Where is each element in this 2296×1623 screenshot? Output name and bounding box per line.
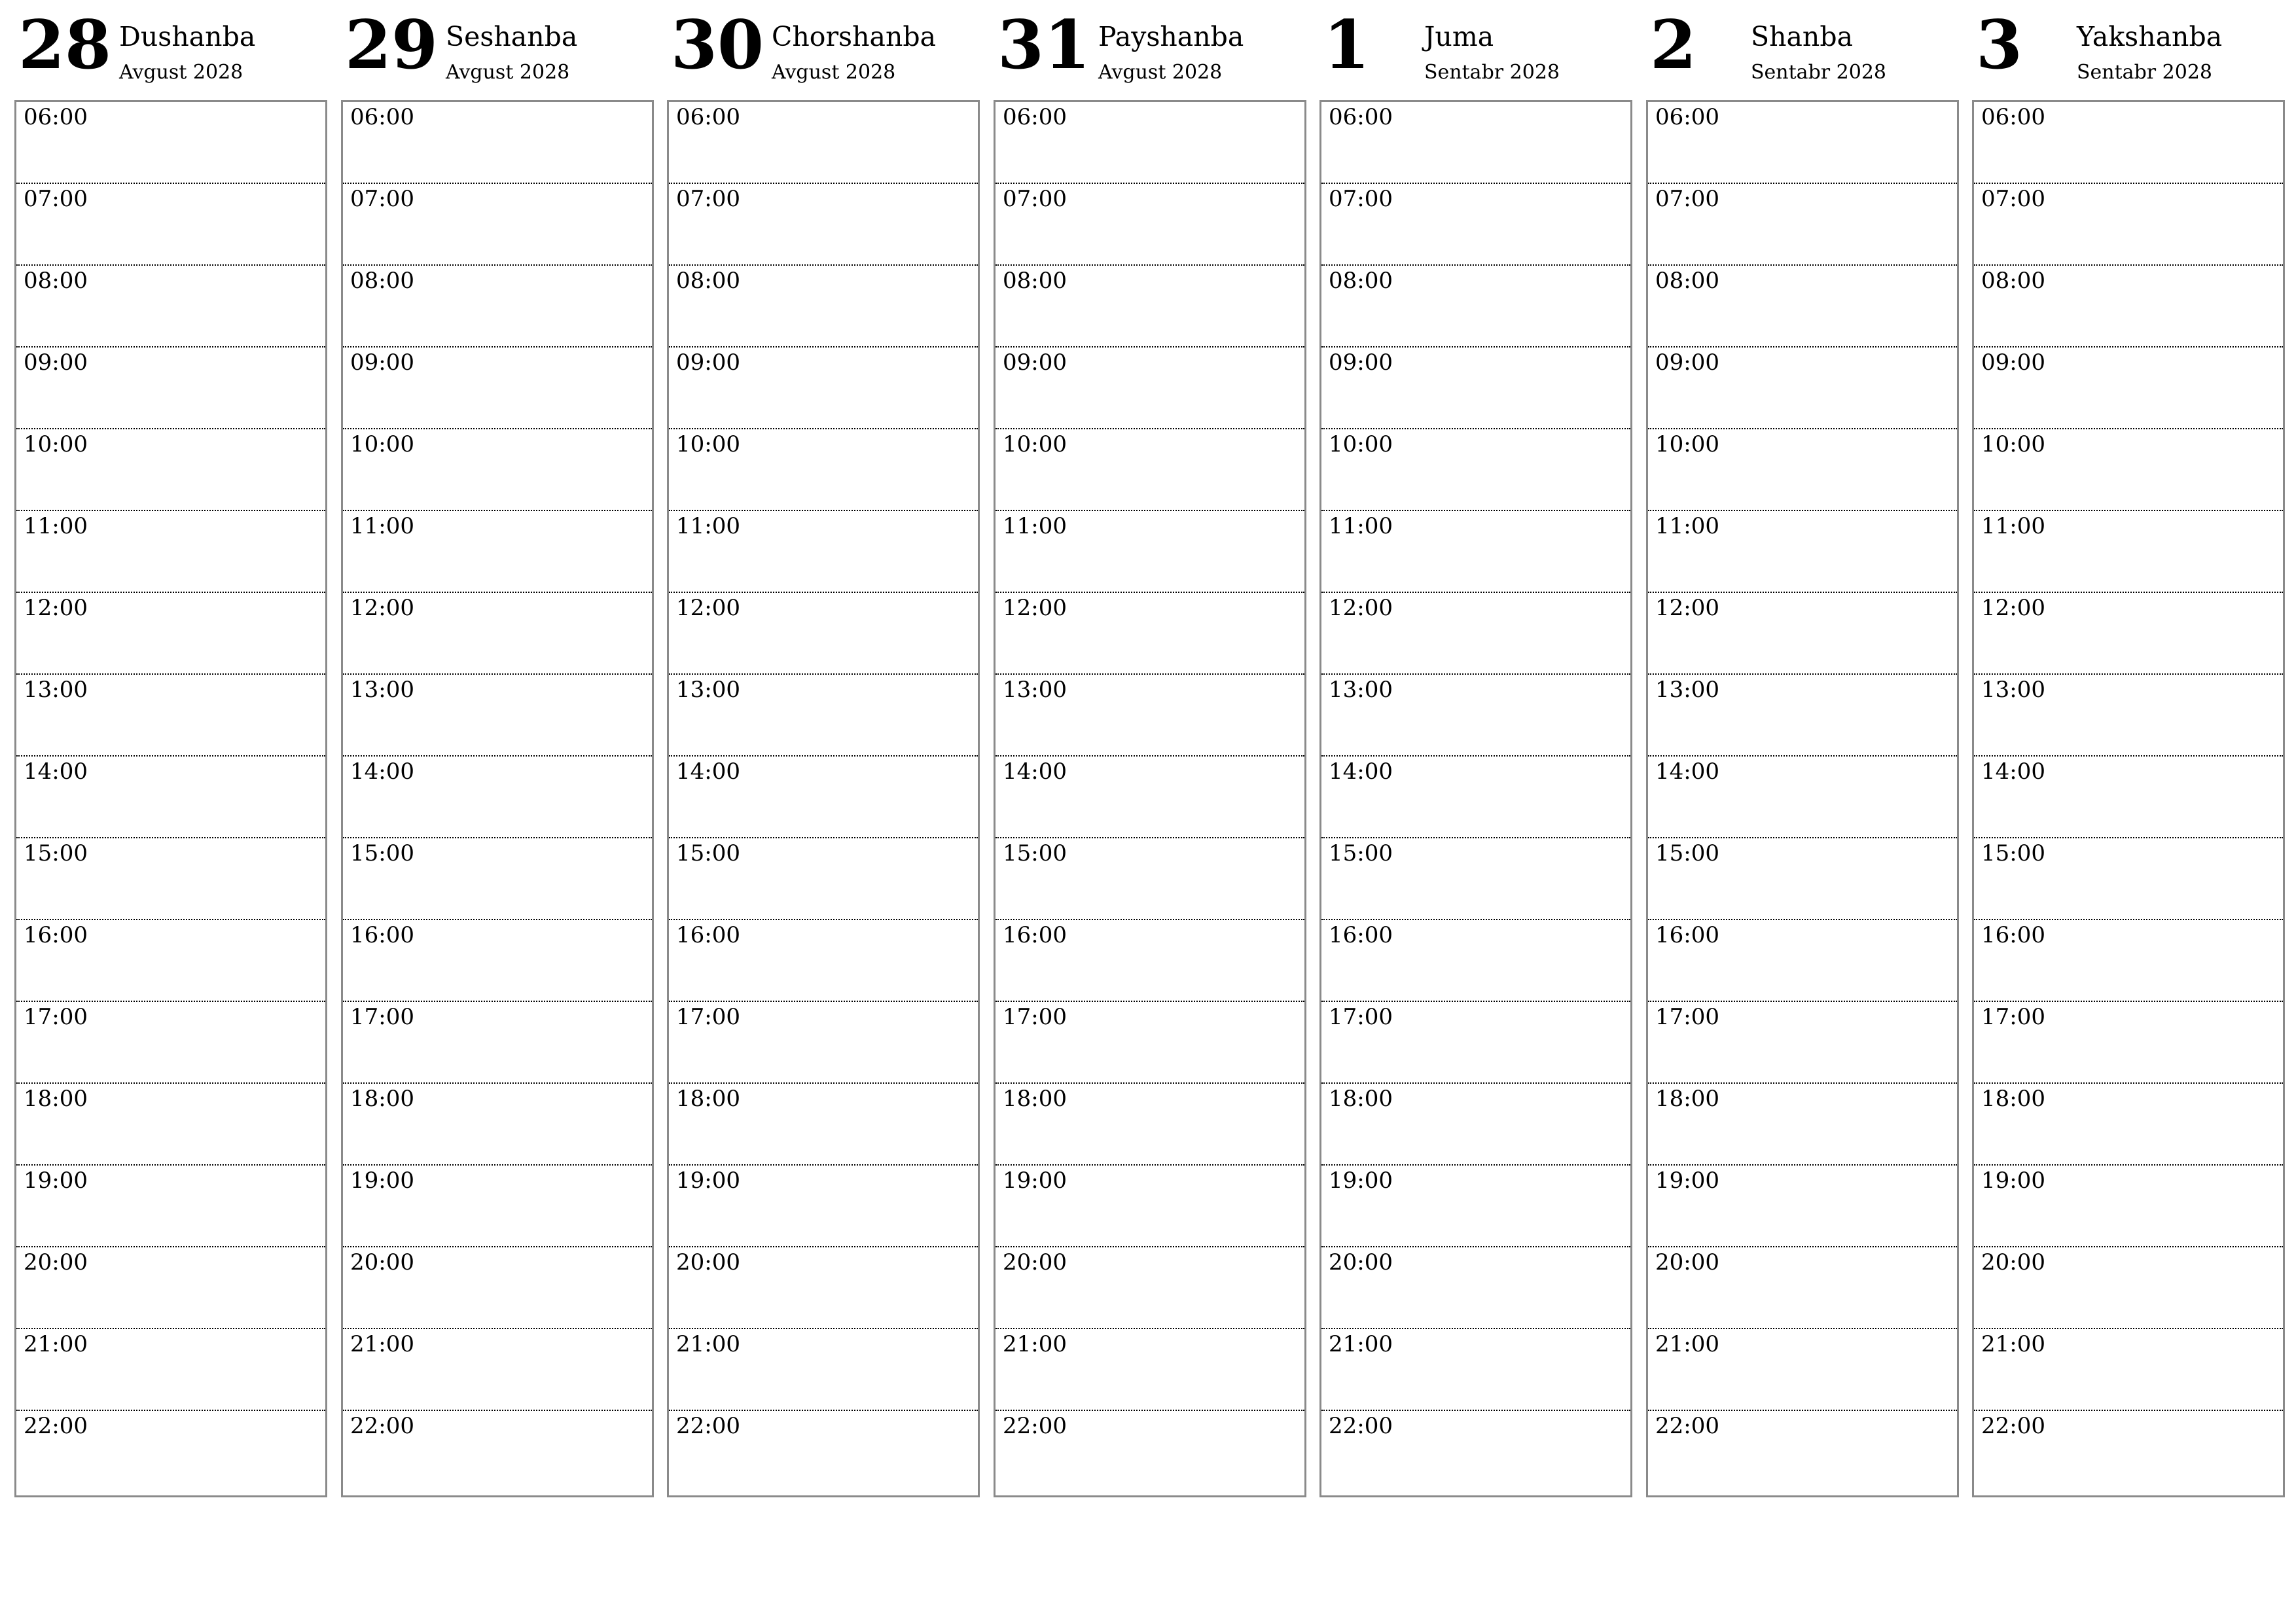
time-slot[interactable] (1648, 1002, 1957, 1084)
time-label: 20:00 (676, 1249, 740, 1275)
time-slot[interactable] (1974, 1166, 2283, 1247)
time-slot[interactable] (343, 1002, 652, 1084)
time-slot[interactable] (1974, 266, 2283, 348)
time-slot[interactable] (16, 675, 325, 757)
time-label: 21:00 (1981, 1331, 2045, 1357)
day-number: 2 (1650, 6, 1696, 84)
time-label: 07:00 (1655, 186, 1719, 212)
time-label: 09:00 (1003, 349, 1067, 376)
time-label: 18:00 (1003, 1086, 1067, 1112)
time-slot[interactable] (1321, 1329, 1630, 1411)
time-label: 16:00 (1655, 922, 1719, 948)
time-slot[interactable] (1974, 102, 2283, 184)
time-slot[interactable] (16, 838, 325, 920)
time-label: 14:00 (24, 758, 88, 785)
day-number: 29 (345, 6, 438, 84)
time-label: 13:00 (1981, 677, 2045, 703)
weekday-label: Seshanba (446, 21, 578, 52)
time-label: 19:00 (676, 1168, 740, 1194)
time-label: 13:00 (24, 677, 88, 703)
time-label: 21:00 (24, 1331, 88, 1357)
time-slot[interactable] (1974, 184, 2283, 266)
time-label: 16:00 (1329, 922, 1393, 948)
time-slot[interactable] (1321, 675, 1630, 757)
time-label: 07:00 (1329, 186, 1393, 212)
time-label: 18:00 (24, 1086, 88, 1112)
time-slot[interactable] (669, 1247, 978, 1329)
time-label: 14:00 (1329, 758, 1393, 785)
time-slot[interactable] (16, 511, 325, 593)
month-year-label: Avgust 2028 (772, 61, 896, 84)
time-slot[interactable] (1321, 1411, 1630, 1493)
time-label: 22:00 (1003, 1413, 1067, 1439)
time-slot[interactable] (343, 1166, 652, 1247)
time-slot[interactable] (1648, 593, 1957, 675)
time-slot[interactable] (1648, 266, 1957, 348)
time-slot[interactable] (669, 102, 978, 184)
time-slot[interactable] (16, 593, 325, 675)
time-slot[interactable] (669, 593, 978, 675)
time-label: 17:00 (1003, 1004, 1067, 1030)
time-slot[interactable] (1648, 511, 1957, 593)
time-slot[interactable] (1974, 1329, 2283, 1411)
time-label: 12:00 (676, 595, 740, 621)
time-label: 20:00 (1981, 1249, 2045, 1275)
time-label: 10:00 (1655, 431, 1719, 457)
time-label: 08:00 (676, 268, 740, 294)
time-slot[interactable] (1974, 593, 2283, 675)
time-label: 08:00 (1655, 268, 1719, 294)
time-label: 20:00 (1329, 1249, 1393, 1275)
time-label: 06:00 (676, 104, 740, 130)
time-label: 07:00 (350, 186, 414, 212)
time-slot[interactable] (1974, 920, 2283, 1002)
time-label: 21:00 (1329, 1331, 1393, 1357)
time-label: 17:00 (676, 1004, 740, 1030)
time-slot[interactable] (996, 102, 1304, 184)
time-slot[interactable] (996, 429, 1304, 511)
time-slot[interactable] (343, 1247, 652, 1329)
time-label: 16:00 (1003, 922, 1067, 948)
time-slot[interactable] (996, 1329, 1304, 1411)
time-slot[interactable] (1321, 1084, 1630, 1166)
time-slot[interactable] (669, 1166, 978, 1247)
day-header (341, 0, 654, 98)
month-year-label: Sentabr 2028 (2077, 61, 2212, 84)
day-schedule-box (667, 100, 980, 1497)
time-label: 22:00 (1655, 1413, 1719, 1439)
time-label: 19:00 (1981, 1168, 2045, 1194)
time-label: 06:00 (1981, 104, 2045, 130)
time-slot[interactable] (1321, 593, 1630, 675)
time-slot[interactable] (343, 1411, 652, 1493)
time-label: 09:00 (24, 349, 88, 376)
time-label: 17:00 (24, 1004, 88, 1030)
time-label: 14:00 (1003, 758, 1067, 785)
time-label: 22:00 (1981, 1413, 2045, 1439)
day-schedule-box (1972, 100, 2285, 1497)
time-slot[interactable] (1974, 1084, 2283, 1166)
time-slot[interactable] (1321, 1166, 1630, 1247)
time-slot[interactable] (343, 429, 652, 511)
time-slot[interactable] (996, 1247, 1304, 1329)
time-slot[interactable] (996, 1002, 1304, 1084)
month-year-label: Sentabr 2028 (1424, 61, 1560, 84)
time-slot[interactable] (996, 1084, 1304, 1166)
day-schedule-box (994, 100, 1306, 1497)
time-slot[interactable] (1321, 1002, 1630, 1084)
time-label: 10:00 (1003, 431, 1067, 457)
day-schedule-box (1646, 100, 1959, 1497)
time-label: 18:00 (676, 1086, 740, 1112)
time-slot[interactable] (16, 102, 325, 184)
time-slot[interactable] (1321, 348, 1630, 429)
time-label: 07:00 (24, 186, 88, 212)
time-label: 06:00 (1003, 104, 1067, 130)
time-label: 12:00 (350, 595, 414, 621)
time-slot[interactable] (16, 266, 325, 348)
time-label: 14:00 (350, 758, 414, 785)
time-slot[interactable] (996, 511, 1304, 593)
time-slot[interactable] (343, 266, 652, 348)
time-label: 21:00 (676, 1331, 740, 1357)
weekday-label: Shanba (1751, 21, 1854, 52)
time-label: 10:00 (676, 431, 740, 457)
time-slot[interactable] (1321, 266, 1630, 348)
time-label: 15:00 (350, 840, 414, 866)
day-number: 30 (671, 6, 764, 84)
time-slot[interactable] (1321, 511, 1630, 593)
time-label: 18:00 (1655, 1086, 1719, 1112)
weekday-label: Chorshanba (772, 21, 937, 52)
time-slot[interactable] (343, 1084, 652, 1166)
time-slot[interactable] (16, 1247, 325, 1329)
day-header (14, 0, 327, 98)
time-slot[interactable] (16, 1084, 325, 1166)
time-label: 09:00 (1329, 349, 1393, 376)
time-label: 09:00 (1655, 349, 1719, 376)
time-label: 16:00 (350, 922, 414, 948)
time-slot[interactable] (996, 266, 1304, 348)
time-label: 15:00 (1003, 840, 1067, 866)
time-label: 08:00 (1981, 268, 2045, 294)
time-label: 22:00 (1329, 1413, 1393, 1439)
time-slot[interactable] (1974, 348, 2283, 429)
time-slot[interactable] (16, 920, 325, 1002)
time-label: 18:00 (350, 1086, 414, 1112)
time-label: 14:00 (1655, 758, 1719, 785)
time-label: 11:00 (1329, 513, 1393, 539)
time-slot[interactable] (996, 838, 1304, 920)
time-label: 15:00 (24, 840, 88, 866)
time-label: 09:00 (350, 349, 414, 376)
time-slot[interactable] (1321, 184, 1630, 266)
time-label: 13:00 (1329, 677, 1393, 703)
time-label: 15:00 (1981, 840, 2045, 866)
time-label: 22:00 (24, 1413, 88, 1439)
time-slot[interactable] (343, 675, 652, 757)
time-slot[interactable] (1321, 838, 1630, 920)
time-slot[interactable] (1648, 675, 1957, 757)
time-label: 12:00 (1655, 595, 1719, 621)
time-label: 19:00 (1003, 1168, 1067, 1194)
day-number: 28 (18, 6, 111, 84)
time-label: 11:00 (350, 513, 414, 539)
time-label: 19:00 (24, 1168, 88, 1194)
time-slot[interactable] (16, 1166, 325, 1247)
time-label: 17:00 (1655, 1004, 1719, 1030)
time-label: 12:00 (1003, 595, 1067, 621)
time-slot[interactable] (16, 1329, 325, 1411)
time-label: 14:00 (676, 758, 740, 785)
time-label: 10:00 (1329, 431, 1393, 457)
time-label: 20:00 (350, 1249, 414, 1275)
weekday-label: Payshanba (1098, 21, 1244, 52)
time-slot[interactable] (669, 511, 978, 593)
time-label: 07:00 (676, 186, 740, 212)
time-slot[interactable] (1321, 920, 1630, 1002)
time-slot[interactable] (16, 429, 325, 511)
time-slot[interactable] (343, 920, 652, 1002)
time-label: 10:00 (350, 431, 414, 457)
time-label: 14:00 (1981, 758, 2045, 785)
time-label: 12:00 (1981, 595, 2045, 621)
time-slot[interactable] (1974, 511, 2283, 593)
time-label: 20:00 (1003, 1249, 1067, 1275)
time-slot[interactable] (1974, 429, 2283, 511)
day-header (994, 0, 1306, 98)
time-label: 06:00 (1329, 104, 1393, 130)
day-header (667, 0, 980, 98)
day-schedule-box (341, 100, 654, 1497)
time-label: 16:00 (24, 922, 88, 948)
time-slot[interactable] (343, 348, 652, 429)
time-slot[interactable] (343, 757, 652, 838)
time-slot[interactable] (1648, 1166, 1957, 1247)
month-year-label: Avgust 2028 (446, 61, 570, 84)
time-slot[interactable] (1974, 1247, 2283, 1329)
month-year-label: Sentabr 2028 (1751, 61, 1886, 84)
time-label: 08:00 (1003, 268, 1067, 294)
time-slot[interactable] (16, 1002, 325, 1084)
time-slot[interactable] (1974, 757, 2283, 838)
month-year-label: Avgust 2028 (1098, 61, 1223, 84)
day-header (1972, 0, 2285, 98)
time-slot[interactable] (1974, 1002, 2283, 1084)
time-label: 06:00 (1655, 104, 1719, 130)
time-slot[interactable] (16, 757, 325, 838)
time-slot[interactable] (669, 1084, 978, 1166)
day-number: 31 (997, 6, 1090, 84)
time-label: 11:00 (24, 513, 88, 539)
day-number: 1 (1323, 6, 1370, 84)
time-slot[interactable] (996, 1166, 1304, 1247)
time-slot[interactable] (343, 1329, 652, 1411)
time-label: 12:00 (24, 595, 88, 621)
day-number: 3 (1976, 6, 2022, 84)
time-label: 13:00 (1003, 677, 1067, 703)
time-label: 19:00 (350, 1168, 414, 1194)
time-label: 15:00 (1329, 840, 1393, 866)
month-year-label: Avgust 2028 (119, 61, 243, 84)
time-label: 22:00 (350, 1413, 414, 1439)
weekday-label: Yakshanba (2077, 21, 2223, 52)
time-slot[interactable] (16, 184, 325, 266)
time-label: 19:00 (1329, 1168, 1393, 1194)
time-slot[interactable] (1648, 1411, 1957, 1493)
time-label: 07:00 (1981, 186, 2045, 212)
time-label: 13:00 (1655, 677, 1719, 703)
time-slot[interactable] (669, 675, 978, 757)
time-label: 11:00 (1655, 513, 1719, 539)
time-slot[interactable] (1648, 429, 1957, 511)
time-label: 21:00 (1655, 1331, 1719, 1357)
day-schedule-box (14, 100, 327, 1497)
time-slot[interactable] (996, 1411, 1304, 1493)
time-label: 18:00 (1329, 1086, 1393, 1112)
time-label: 12:00 (1329, 595, 1393, 621)
time-label: 17:00 (350, 1004, 414, 1030)
time-label: 13:00 (676, 677, 740, 703)
time-label: 08:00 (1329, 268, 1393, 294)
time-slot[interactable] (996, 593, 1304, 675)
time-slot[interactable] (996, 348, 1304, 429)
time-label: 17:00 (1329, 1004, 1393, 1030)
weekday-label: Juma (1424, 21, 1494, 52)
time-slot[interactable] (669, 920, 978, 1002)
day-header (1646, 0, 1959, 98)
time-slot[interactable] (16, 348, 325, 429)
time-label: 10:00 (1981, 431, 2045, 457)
time-label: 19:00 (1655, 1168, 1719, 1194)
weekday-label: Dushanba (119, 21, 256, 52)
time-slot[interactable] (1974, 838, 2283, 920)
time-slot[interactable] (669, 266, 978, 348)
time-slot[interactable] (669, 1411, 978, 1493)
time-slot[interactable] (669, 838, 978, 920)
time-label: 11:00 (1981, 513, 2045, 539)
time-label: 06:00 (24, 104, 88, 130)
time-slot[interactable] (1974, 675, 2283, 757)
time-label: 20:00 (1655, 1249, 1719, 1275)
time-slot[interactable] (1648, 838, 1957, 920)
time-slot[interactable] (1321, 1247, 1630, 1329)
time-label: 21:00 (350, 1331, 414, 1357)
time-slot[interactable] (1974, 1411, 2283, 1493)
time-label: 22:00 (676, 1413, 740, 1439)
time-slot[interactable] (1648, 1247, 1957, 1329)
day-header (1319, 0, 1632, 98)
time-label: 10:00 (24, 431, 88, 457)
time-slot[interactable] (343, 102, 652, 184)
time-slot[interactable] (343, 838, 652, 920)
time-label: 15:00 (1655, 840, 1719, 866)
day-schedule-box (1319, 100, 1632, 1497)
time-label: 15:00 (676, 840, 740, 866)
time-slot[interactable] (1648, 920, 1957, 1002)
time-label: 08:00 (350, 268, 414, 294)
time-slot[interactable] (1648, 1084, 1957, 1166)
time-slot[interactable] (996, 757, 1304, 838)
time-label: 18:00 (1981, 1086, 2045, 1112)
time-slot[interactable] (343, 511, 652, 593)
time-slot[interactable] (669, 757, 978, 838)
time-label: 11:00 (1003, 513, 1067, 539)
time-slot[interactable] (343, 593, 652, 675)
time-slot[interactable] (996, 920, 1304, 1002)
time-label: 07:00 (1003, 186, 1067, 212)
time-slot[interactable] (1321, 757, 1630, 838)
time-slot[interactable] (1648, 102, 1957, 184)
time-slot[interactable] (1648, 348, 1957, 429)
time-slot[interactable] (669, 429, 978, 511)
time-label: 17:00 (1981, 1004, 2045, 1030)
time-slot[interactable] (669, 1329, 978, 1411)
time-slot[interactable] (996, 675, 1304, 757)
time-slot[interactable] (1648, 1329, 1957, 1411)
time-slot[interactable] (1648, 184, 1957, 266)
time-label: 06:00 (350, 104, 414, 130)
time-label: 09:00 (1981, 349, 2045, 376)
time-slot[interactable] (1321, 429, 1630, 511)
time-slot[interactable] (343, 184, 652, 266)
time-label: 21:00 (1003, 1331, 1067, 1357)
time-slot[interactable] (1321, 102, 1630, 184)
time-slot[interactable] (996, 184, 1304, 266)
time-slot[interactable] (669, 184, 978, 266)
time-label: 16:00 (676, 922, 740, 948)
time-label: 16:00 (1981, 922, 2045, 948)
time-label: 11:00 (676, 513, 740, 539)
time-slot[interactable] (669, 1002, 978, 1084)
time-slot[interactable] (1648, 757, 1957, 838)
time-slot[interactable] (669, 348, 978, 429)
time-label: 20:00 (24, 1249, 88, 1275)
time-label: 09:00 (676, 349, 740, 376)
time-label: 08:00 (24, 268, 88, 294)
time-label: 13:00 (350, 677, 414, 703)
time-slot[interactable] (16, 1411, 325, 1493)
